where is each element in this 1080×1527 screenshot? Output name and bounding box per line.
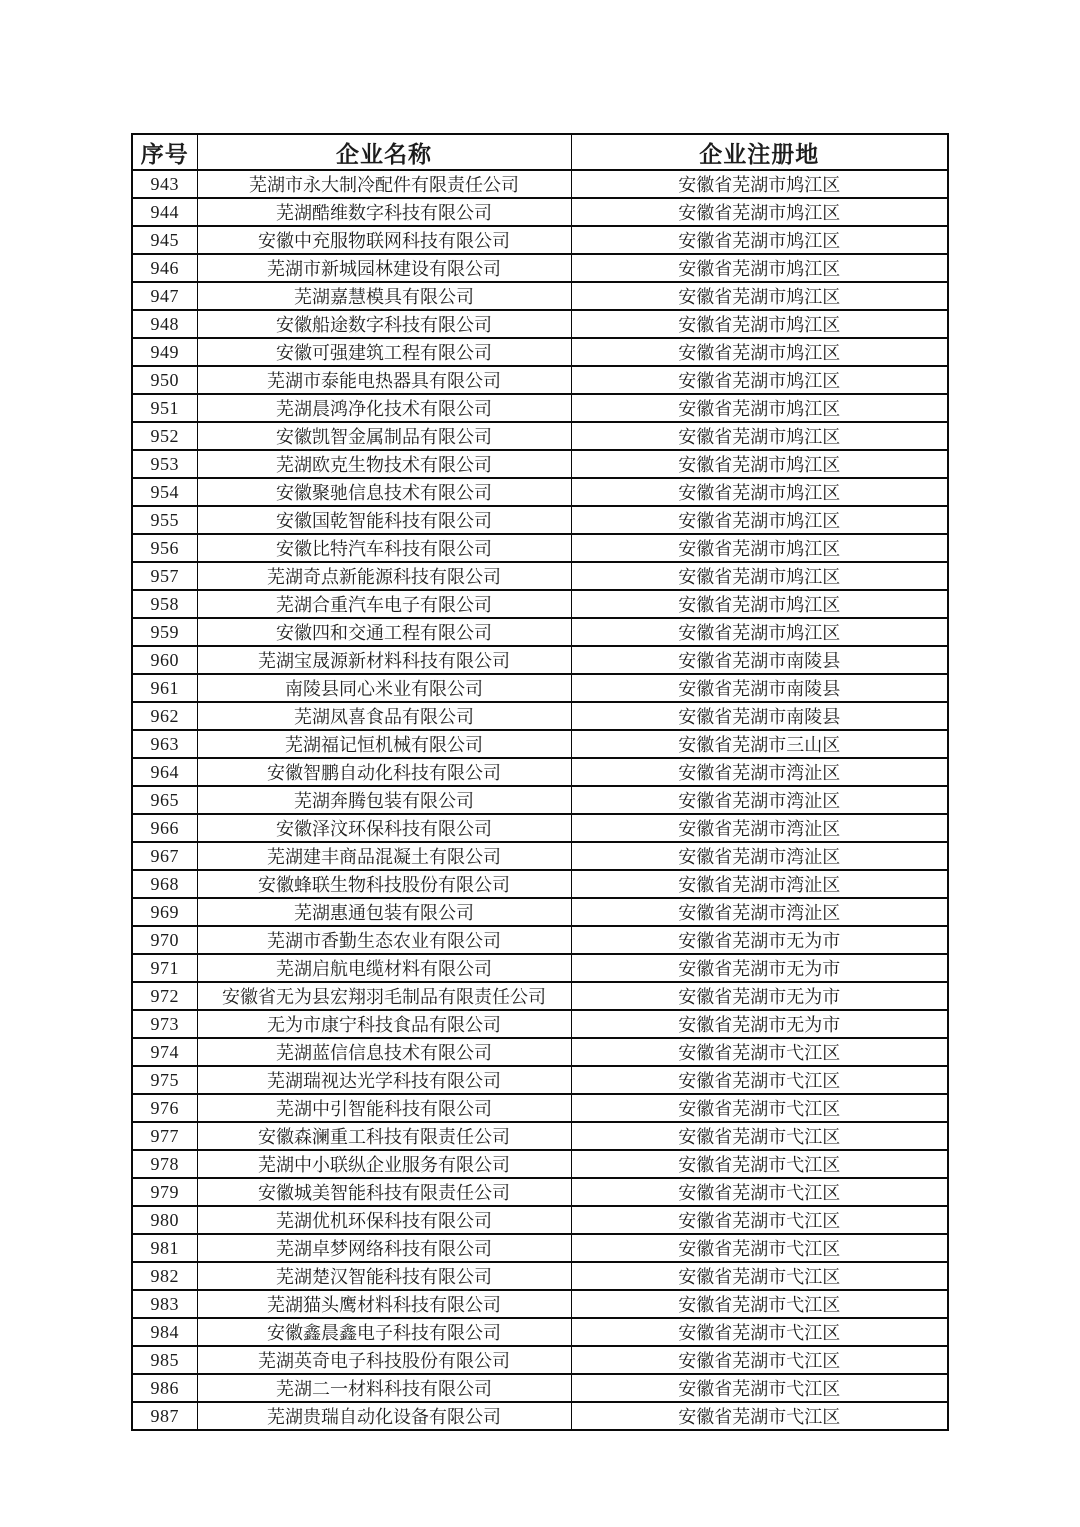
table-row: [132, 394, 948, 422]
company-name-cell: 芜湖凤喜食品有限公司: [197, 702, 571, 730]
company-name-cell: 芜湖市新城园林建设有限公司: [197, 254, 571, 282]
row-index-cell: 979: [132, 1178, 197, 1206]
row-index-cell: 981: [132, 1234, 197, 1262]
company-name-cell: 安徽聚驰信息技术有限公司: [197, 478, 571, 506]
table-row: [132, 814, 948, 842]
table-row: [132, 1290, 948, 1318]
table-row: [132, 366, 948, 394]
row-index-cell: 972: [132, 982, 197, 1010]
registration-place-cell: 安徽省芜湖市南陵县: [571, 646, 948, 674]
registration-place-cell: 安徽省芜湖市南陵县: [571, 674, 948, 702]
table-row: [132, 422, 948, 450]
row-index-cell: 947: [132, 282, 197, 310]
row-index-cell: 963: [132, 730, 197, 758]
company-name-cell: 南陵县同心米业有限公司: [197, 674, 571, 702]
registration-place-cell: 安徽省芜湖市鸠江区: [571, 310, 948, 338]
registration-place-cell: 安徽省芜湖市鸠江区: [571, 366, 948, 394]
table-row: [132, 1178, 948, 1206]
registration-place-cell: 安徽省芜湖市弋江区: [571, 1234, 948, 1262]
registration-place-cell: 安徽省芜湖市鸠江区: [571, 590, 948, 618]
company-name-cell: 芜湖福记恒机械有限公司: [197, 730, 571, 758]
row-index-cell: 984: [132, 1318, 197, 1346]
company-name-cell: 安徽国乾智能科技有限公司: [197, 506, 571, 534]
row-index-cell: 983: [132, 1290, 197, 1318]
company-name-cell: 芜湖贵瑞自动化设备有限公司: [197, 1402, 571, 1430]
registration-place-cell: 安徽省芜湖市弋江区: [571, 1066, 948, 1094]
table-row: [132, 730, 948, 758]
row-index-cell: 958: [132, 590, 197, 618]
table-header: [132, 134, 948, 170]
company-name-cell: 芜湖楚汉智能科技有限公司: [197, 1262, 571, 1290]
company-name-cell: 芜湖宝晟源新材料科技有限公司: [197, 646, 571, 674]
company-name-cell: 芜湖卓梦网络科技有限公司: [197, 1234, 571, 1262]
registration-place-cell: 安徽省芜湖市鸠江区: [571, 506, 948, 534]
row-index-cell: 970: [132, 926, 197, 954]
row-index-cell: 944: [132, 198, 197, 226]
company-name-cell: 芜湖欧克生物技术有限公司: [197, 450, 571, 478]
registration-place-cell: 安徽省芜湖市鸠江区: [571, 170, 948, 198]
company-name-cell: 安徽中充服物联网科技有限公司: [197, 226, 571, 254]
company-name-cell: 安徽鑫晨鑫电子科技有限公司: [197, 1318, 571, 1346]
company-name-cell: 芜湖二一材料科技有限公司: [197, 1374, 571, 1402]
table-row: [132, 646, 948, 674]
table-row: [132, 1150, 948, 1178]
row-index-cell: 961: [132, 674, 197, 702]
company-name-cell: 芜湖酷维数字科技有限公司: [197, 198, 571, 226]
header-cell-registration-place: 企业注册地: [571, 134, 948, 170]
registration-place-cell: 安徽省芜湖市鸠江区: [571, 226, 948, 254]
table-row: [132, 590, 948, 618]
row-index-cell: 950: [132, 366, 197, 394]
row-index-cell: 973: [132, 1010, 197, 1038]
company-name-cell: 芜湖启航电缆材料有限公司: [197, 954, 571, 982]
table-row: [132, 1234, 948, 1262]
table-row: [132, 506, 948, 534]
row-index-cell: 978: [132, 1150, 197, 1178]
registration-place-cell: 安徽省芜湖市弋江区: [571, 1206, 948, 1234]
registration-place-cell: 安徽省芜湖市无为市: [571, 1010, 948, 1038]
company-name-cell: 芜湖奔腾包装有限公司: [197, 786, 571, 814]
row-index-cell: 943: [132, 170, 197, 198]
row-index-cell: 977: [132, 1122, 197, 1150]
header-cell-company-name: 企业名称: [197, 134, 571, 170]
row-index-cell: 967: [132, 842, 197, 870]
table-row: [132, 254, 948, 282]
row-index-cell: 955: [132, 506, 197, 534]
row-index-cell: 966: [132, 814, 197, 842]
registration-place-cell: 安徽省芜湖市湾沚区: [571, 814, 948, 842]
company-name-cell: 安徽智鹏自动化科技有限公司: [197, 758, 571, 786]
table-body: [132, 170, 948, 1430]
table-row: [132, 842, 948, 870]
registration-place-cell: 安徽省芜湖市湾沚区: [571, 758, 948, 786]
registration-place-cell: 安徽省芜湖市弋江区: [571, 1150, 948, 1178]
registration-place-cell: 安徽省芜湖市鸠江区: [571, 282, 948, 310]
company-name-cell: 芜湖建丰商品混凝土有限公司: [197, 842, 571, 870]
registration-place-cell: 安徽省芜湖市弋江区: [571, 1262, 948, 1290]
row-index-cell: 965: [132, 786, 197, 814]
row-index-cell: 982: [132, 1262, 197, 1290]
row-index-cell: 948: [132, 310, 197, 338]
registration-place-cell: 安徽省芜湖市鸠江区: [571, 338, 948, 366]
company-name-cell: 无为市康宁科技食品有限公司: [197, 1010, 571, 1038]
registration-place-cell: 安徽省芜湖市无为市: [571, 982, 948, 1010]
registration-place-cell: 安徽省芜湖市湾沚区: [571, 898, 948, 926]
company-name-cell: 芜湖合重汽车电子有限公司: [197, 590, 571, 618]
company-name-cell: 芜湖嘉慧模具有限公司: [197, 282, 571, 310]
table-row: [132, 310, 948, 338]
row-index-cell: 959: [132, 618, 197, 646]
company-name-cell: 芜湖猫头鹰材料科技有限公司: [197, 1290, 571, 1318]
row-index-cell: 971: [132, 954, 197, 982]
row-index-cell: 957: [132, 562, 197, 590]
row-index-cell: 954: [132, 478, 197, 506]
table-row: [132, 1262, 948, 1290]
company-name-cell: 芜湖蓝信信息技术有限公司: [197, 1038, 571, 1066]
row-index-cell: 987: [132, 1402, 197, 1430]
table-row: [132, 702, 948, 730]
table-row: [132, 1206, 948, 1234]
row-index-cell: 974: [132, 1038, 197, 1066]
row-index-cell: 969: [132, 898, 197, 926]
company-name-cell: 芜湖英奇电子科技股份有限公司: [197, 1346, 571, 1374]
company-name-cell: 安徽凯智金属制品有限公司: [197, 422, 571, 450]
header-cell-index: 序号: [132, 134, 197, 170]
registration-place-cell: 安徽省芜湖市鸠江区: [571, 422, 948, 450]
row-index-cell: 946: [132, 254, 197, 282]
table-row: [132, 1346, 948, 1374]
row-index-cell: 951: [132, 394, 197, 422]
row-index-cell: 964: [132, 758, 197, 786]
company-registration-table: [131, 133, 949, 1431]
row-index-cell: 968: [132, 870, 197, 898]
table-header-row: [132, 134, 948, 170]
company-name-cell: 安徽森澜重工科技有限责任公司: [197, 1122, 571, 1150]
row-index-cell: 956: [132, 534, 197, 562]
row-index-cell: 952: [132, 422, 197, 450]
registration-place-cell: 安徽省芜湖市鸠江区: [571, 254, 948, 282]
registration-place-cell: 安徽省芜湖市弋江区: [571, 1318, 948, 1346]
registration-place-cell: 安徽省芜湖市弋江区: [571, 1038, 948, 1066]
row-index-cell: 976: [132, 1094, 197, 1122]
table-row: [132, 758, 948, 786]
row-index-cell: 962: [132, 702, 197, 730]
table-row: [132, 1122, 948, 1150]
table-row: [132, 534, 948, 562]
row-index-cell: 980: [132, 1206, 197, 1234]
registration-place-cell: 安徽省芜湖市湾沚区: [571, 786, 948, 814]
registration-place-cell: 安徽省芜湖市弋江区: [571, 1290, 948, 1318]
table-row: [132, 226, 948, 254]
row-index-cell: 986: [132, 1374, 197, 1402]
registration-place-cell: 安徽省芜湖市弋江区: [571, 1178, 948, 1206]
row-index-cell: 975: [132, 1066, 197, 1094]
registration-place-cell: 安徽省芜湖市湾沚区: [571, 870, 948, 898]
company-name-cell: 安徽蜂联生物科技股份有限公司: [197, 870, 571, 898]
company-name-cell: 芜湖瑞视达光学科技有限公司: [197, 1066, 571, 1094]
company-name-cell: 芜湖惠通包装有限公司: [197, 898, 571, 926]
registration-place-cell: 安徽省芜湖市弋江区: [571, 1094, 948, 1122]
registration-place-cell: 安徽省芜湖市无为市: [571, 954, 948, 982]
table-row: [132, 170, 948, 198]
table-row: [132, 338, 948, 366]
company-name-cell: 芜湖中引智能科技有限公司: [197, 1094, 571, 1122]
company-name-cell: 芜湖优机环保科技有限公司: [197, 1206, 571, 1234]
company-name-cell: 安徽可强建筑工程有限公司: [197, 338, 571, 366]
registration-place-cell: 安徽省芜湖市弋江区: [571, 1374, 948, 1402]
table-row: [132, 618, 948, 646]
company-name-cell: 安徽比特汽车科技有限公司: [197, 534, 571, 562]
row-index-cell: 949: [132, 338, 197, 366]
registration-place-cell: 安徽省芜湖市鸠江区: [571, 478, 948, 506]
company-name-cell: 芜湖奇点新能源科技有限公司: [197, 562, 571, 590]
registration-place-cell: 安徽省芜湖市鸠江区: [571, 198, 948, 226]
table-row: [132, 1038, 948, 1066]
row-index-cell: 953: [132, 450, 197, 478]
registration-place-cell: 安徽省芜湖市鸠江区: [571, 394, 948, 422]
row-index-cell: 960: [132, 646, 197, 674]
table-row: [132, 198, 948, 226]
registration-place-cell: 安徽省芜湖市弋江区: [571, 1346, 948, 1374]
company-name-cell: 安徽省无为县宏翔羽毛制品有限责任公司: [197, 982, 571, 1010]
table-row: [132, 450, 948, 478]
company-name-cell: 芜湖市泰能电热器具有限公司: [197, 366, 571, 394]
table-row: [132, 674, 948, 702]
table-row: [132, 1402, 948, 1430]
row-index-cell: 985: [132, 1346, 197, 1374]
table-row: [132, 926, 948, 954]
registration-place-cell: 安徽省芜湖市鸠江区: [571, 450, 948, 478]
table-row: [132, 786, 948, 814]
company-name-cell: 安徽船途数字科技有限公司: [197, 310, 571, 338]
company-name-cell: 安徽泽汶环保科技有限公司: [197, 814, 571, 842]
table-row: [132, 1066, 948, 1094]
company-name-cell: 芜湖中小联纵企业服务有限公司: [197, 1150, 571, 1178]
registration-place-cell: 安徽省芜湖市弋江区: [571, 1402, 948, 1430]
company-name-cell: 安徽城美智能科技有限责任公司: [197, 1178, 571, 1206]
table-row: [132, 1010, 948, 1038]
registration-place-cell: 安徽省芜湖市南陵县: [571, 702, 948, 730]
company-name-cell: 芜湖市永大制冷配件有限责任公司: [197, 170, 571, 198]
registration-place-cell: 安徽省芜湖市弋江区: [571, 1122, 948, 1150]
table-row: [132, 898, 948, 926]
company-name-cell: 安徽四和交通工程有限公司: [197, 618, 571, 646]
table-row: [132, 982, 948, 1010]
table-row: [132, 562, 948, 590]
company-name-cell: 芜湖市香勤生态农业有限公司: [197, 926, 571, 954]
registration-place-cell: 安徽省芜湖市鸠江区: [571, 562, 948, 590]
table-row: [132, 1374, 948, 1402]
company-name-cell: 芜湖晨鸿净化技术有限公司: [197, 394, 571, 422]
registration-place-cell: 安徽省芜湖市鸠江区: [571, 534, 948, 562]
table-row: [132, 1318, 948, 1346]
table-row: [132, 1094, 948, 1122]
registration-place-cell: 安徽省芜湖市鸠江区: [571, 618, 948, 646]
table-row: [132, 870, 948, 898]
registration-place-cell: 安徽省芜湖市湾沚区: [571, 842, 948, 870]
registration-place-cell: 安徽省芜湖市三山区: [571, 730, 948, 758]
table-row: [132, 282, 948, 310]
table-row: [132, 478, 948, 506]
row-index-cell: 945: [132, 226, 197, 254]
registration-place-cell: 安徽省芜湖市无为市: [571, 926, 948, 954]
table-row: [132, 954, 948, 982]
